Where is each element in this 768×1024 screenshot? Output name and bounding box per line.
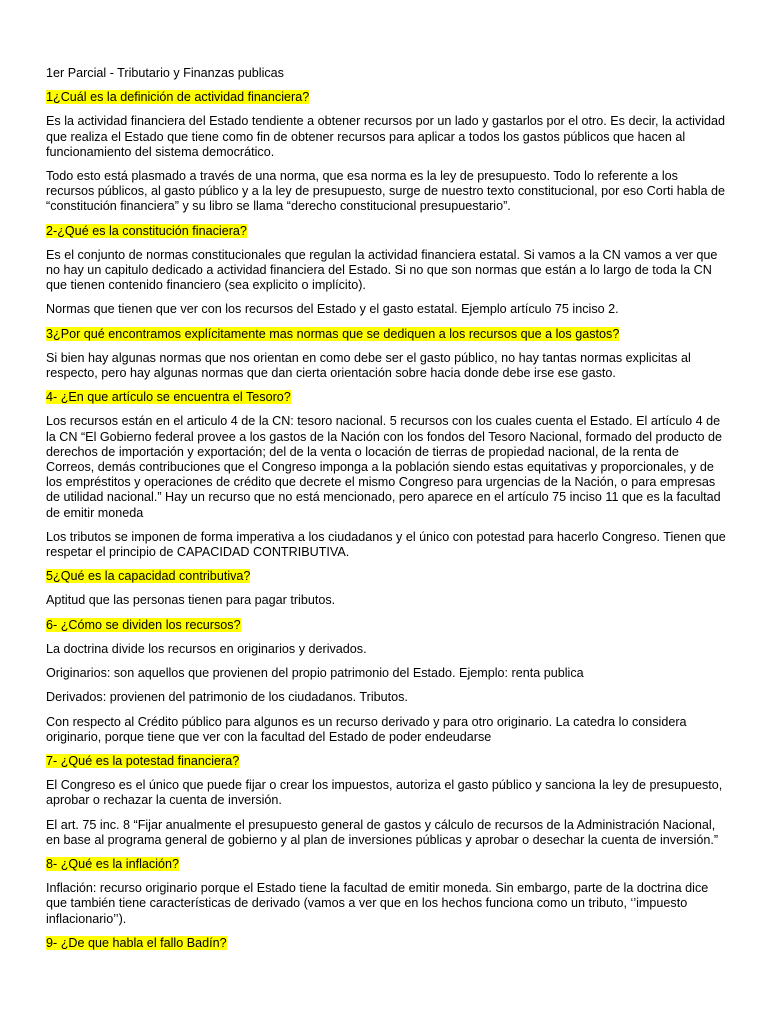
question-highlight: 8- ¿Qué es la inflación? (46, 856, 180, 871)
question-heading (46, 569, 726, 584)
answer-paragraph: Con respecto al Crédito público para algunos es un recurso derivado y para otro originario. La catedra lo considera originario, porque tiene que ver con la facultad del Estado de poder endeudarse (46, 714, 687, 744)
question-heading (46, 390, 726, 405)
document-title: 1er Parcial - Tributario y Finanzas publicas (46, 66, 284, 80)
question-section (46, 327, 726, 382)
question-heading (46, 857, 726, 872)
question-highlight: 7- ¿Qué es la potestad financiera? (46, 753, 240, 768)
answer-paragraph: El art. 75 inc. 8 “Fijar anualmente el presupuesto general de gastos y cálculo de recursos de la Administración Nacional, en base al programa general de gobierno y al plan de inversiones públicas y aprobar o desechar la cuenta de inversión.” (46, 817, 719, 847)
question-section (46, 618, 726, 745)
answer-paragraph: Si bien hay algunas normas que nos orientan en como debe ser el gasto público, no hay tantas normas explicitas al respecto, pero hay algunas normas que dan cierta orientación sobre hacia donde debe irse ese gasto. (46, 350, 691, 381)
question-highlight: 3¿Por qué encontramos explícitamente mas normas que se dediquen a los recursos que a los gastos? (46, 326, 620, 341)
answer-paragraph: Aptitud que las personas tienen para pagar tributos. (46, 593, 336, 608)
question-highlight: 5¿Qué es la capacidad contributiva? (46, 569, 251, 584)
answer-paragraph: Es la actividad financiera del Estado tendiente a obtener recursos por un lado y gastarlos por el otro. Es decir, la actividad que realiza el Estado que tiene como fin de obtener recursos para aplicar a todos los gastos públicos que hacen al funcionamiento del sistema democrático. (46, 114, 726, 159)
answer-paragraph: Los tributos se imponen de forma imperativa a los ciudadanos y el único con potestad para hacerlo Congreso. Tienen que respetar el principio de CAPACIDAD CONTRIBUTIVA. (46, 529, 726, 560)
answer-paragraph: Normas que tienen que ver con los recursos del Estado y el gasto estatal. Ejemplo artículo 75 inciso 2. (46, 302, 619, 317)
answer-paragraph: El Congreso es el único que puede fijar o crear los impuestos, autoriza el gasto público y sanciona la ley de presupuesto, aprobar o rechazar la cuenta de inversión. (46, 778, 723, 808)
question-section (46, 754, 726, 848)
question-highlight: 2-¿Qué es la constitución finaciera? (46, 223, 247, 238)
question-heading (46, 618, 726, 633)
question-section (46, 90, 726, 214)
question-heading (46, 224, 726, 239)
question-highlight: 9- ¿De que habla el fallo Badín? (46, 935, 227, 950)
document-body (46, 66, 726, 960)
question-highlight: 1¿Cuál es la definición de actividad financiera? (46, 90, 310, 105)
question-section (46, 224, 726, 318)
question-heading (46, 754, 726, 769)
sections-container (46, 90, 726, 951)
answer-paragraph: Derivados: provienen del patrimonio de los ciudadanos. Tributos. (46, 690, 408, 705)
answer-paragraph: Originarios: son aquellos que provienen del propio patrimonio del Estado. Ejemplo: renta publica (46, 666, 584, 681)
question-heading (46, 327, 726, 342)
answer-paragraph: Los recursos están en el articulo 4 de la CN: tesoro nacional. 5 recursos con los cuales cuenta el Estado. El artículo 4 de la CN “El Gobierno federal provee a los gastos de la Nación con los fondos del Tesoro Nacional, formado del producto de derechos de importación y exportación; del de la venta o locación de tierras de propiedad nacional, de la renta de Correos, demás contribuciones que el Congreso imponga a la población siendo estas equitativas y proporcionales, y de los empréstitos y operaciones de crédito que decrete el mismo Congreso para urgencias de la Nación, o para empresas de utilidad nacional.” Hay un recurso que no está mencionado, pero aparece en el artículo 75 inciso 11 que es la facultad de emitir moneda (46, 414, 723, 520)
question-section (46, 857, 726, 927)
question-heading (46, 90, 726, 105)
answer-paragraph: Todo esto está plasmado a través de una norma, que esa norma es la ley de presupuesto. Todo lo referente a los recursos públicos, al gasto público y a la ley de presupuesto, surge de nuestro texto constitucional, por eso Corti habla de “constitución financiera” y su libro se llama “derecho constitucional presupuestario”. (46, 169, 726, 214)
question-heading (46, 936, 726, 951)
question-section (46, 936, 726, 951)
question-highlight: 6- ¿Cómo se dividen los recursos? (46, 617, 241, 632)
answer-paragraph: Inflación: recurso originario porque el Estado tiene la facultad de emitir moneda. Sin embargo, parte de la doctrina dice que también tiene características de derivado (vamos a ver que en los hechos funciona como un tributo, ‘’impuesto inflacionario’’). (46, 881, 709, 926)
question-section (46, 569, 726, 608)
answer-paragraph: La doctrina divide los recursos en originarios y derivados. (46, 641, 367, 656)
answer-paragraph: Es el conjunto de normas constitucionales que regulan la actividad financiera estatal. Si vamos a la CN vamos a ver que no hay un capitulo dedicado a actividad financiera del Estado. Si no que son normas que están a lo largo de toda la CN que tienen contenido financiero (sea explicito o implícito). (46, 247, 718, 293)
question-section (46, 390, 726, 560)
question-highlight: 4- ¿En que artículo se encuentra el Tesoro? (46, 390, 291, 405)
